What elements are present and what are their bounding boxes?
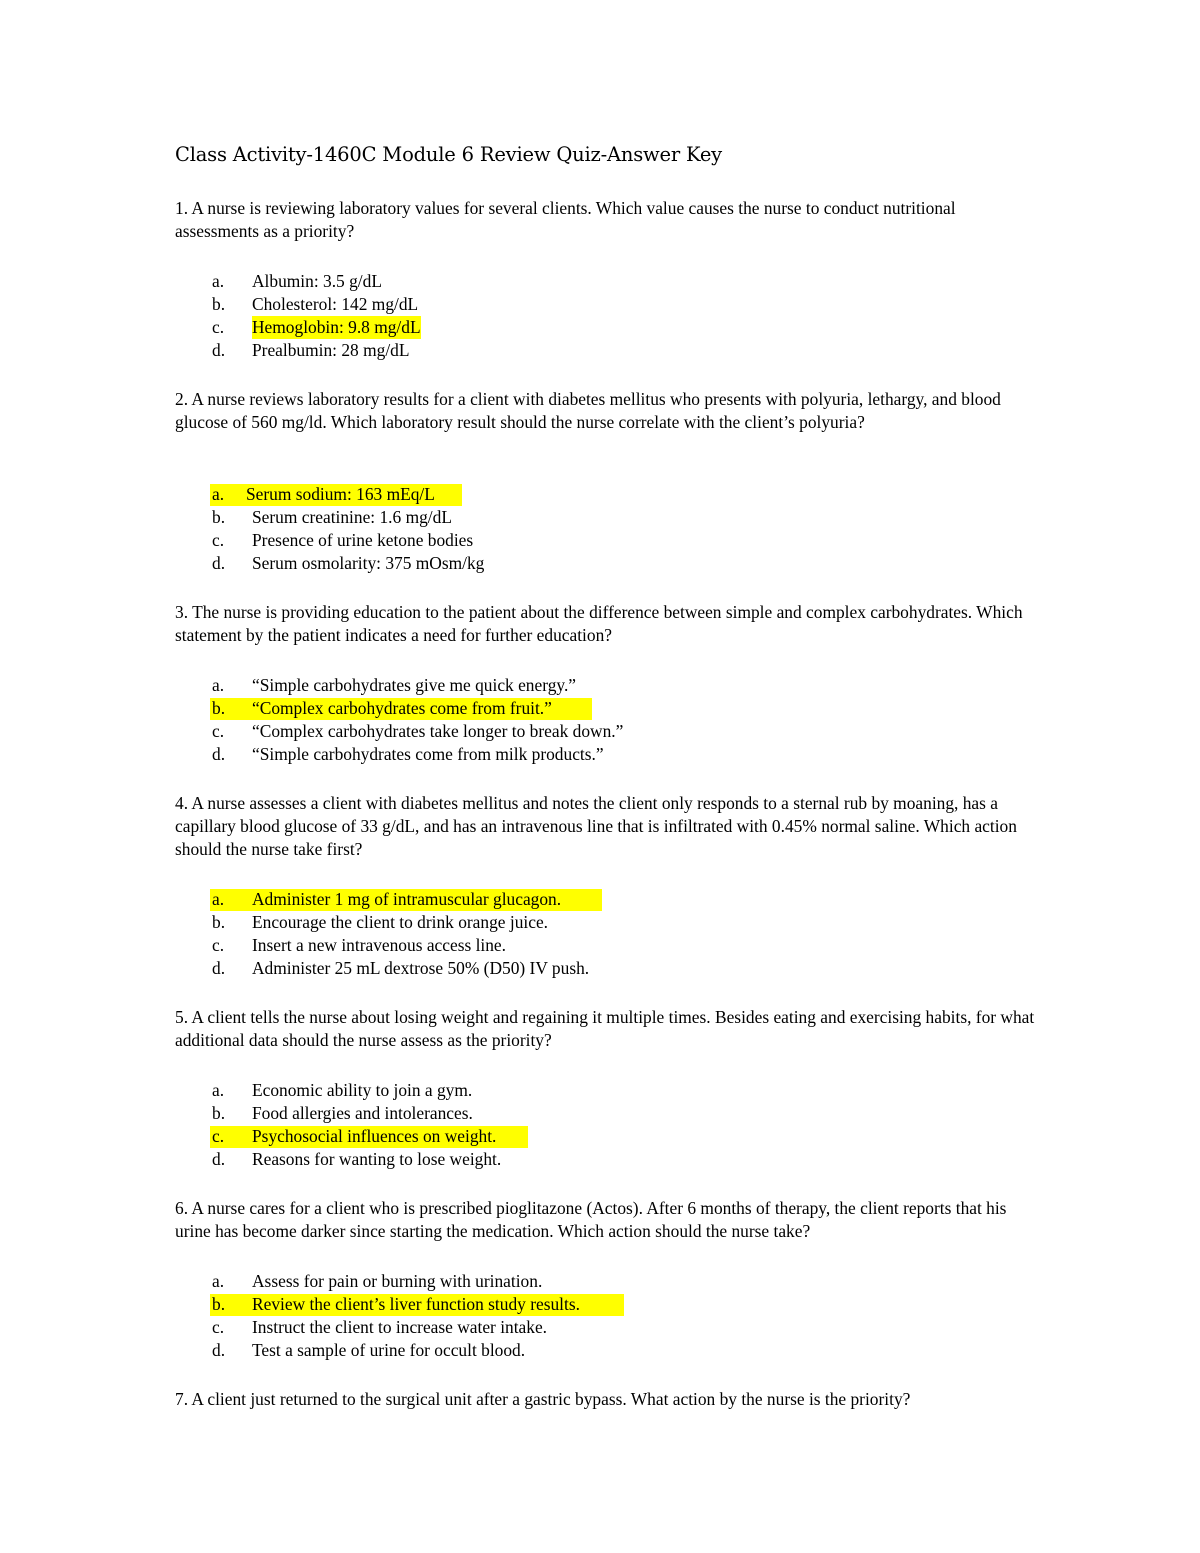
q5-option-b-text: Food allergies and intolerances. <box>252 1103 473 1123</box>
q1-option-d-letter: d. <box>212 340 226 360</box>
q6-option-b-letter: b. <box>212 1294 226 1314</box>
q4-option-a-letter: a. <box>212 889 225 909</box>
q2-option-a-letter: a. <box>212 484 225 504</box>
q6-option-d-text: Test a sample of urine for occult blood. <box>252 1340 526 1360</box>
q2-option-b-letter: b. <box>212 507 226 527</box>
q3-option-a-text: “Simple carbohydrates give me quick energy.” <box>252 675 577 695</box>
question-2-stem: 2. A nurse reviews laboratory results for a client with diabetes mellitus who presents with polyuria, lethargy, and blood glucose of 560 mg/ld. Which laboratory result should the nurse correlate with the client’s polyuria? <box>175 389 1001 432</box>
q5-option-a-text: Economic ability to join a gym. <box>252 1080 473 1100</box>
question-4-stem: 4. A nurse assesses a client with diabetes mellitus and notes the client only responds to a sternal rub by moaning, has a capillary blood glucose of 33 g/dL, and has an intravenous line that is infiltrated with 0.45% normal saline. Which action should the nurse take first? <box>175 793 1017 859</box>
q1-option-b-letter: b. <box>212 294 226 314</box>
q6-option-c-letter: c. <box>212 1317 225 1337</box>
question-3-stem: 3. The nurse is providing education to the patient about the difference between simple and complex carbohydrates. Which statement by the patient indicates a need for further education? <box>175 602 1023 645</box>
q2-option-d-text: Serum osmolarity: 375 mOsm/kg <box>252 553 485 573</box>
q2-option-c-letter: c. <box>212 530 225 550</box>
q1-option-a-text: Albumin: 3.5 g/dL <box>252 271 382 291</box>
question-7-stem: 7. A client just returned to the surgical unit after a gastric bypass. What action by the nurse is the priority? <box>175 1389 911 1409</box>
q1-option-a-letter: a. <box>212 271 225 291</box>
q1-option-c-letter: c. <box>212 317 225 337</box>
q2-option-a-text-answer: Serum sodium: 163 mEq/L <box>246 484 435 504</box>
q4-option-d-text: Administer 25 mL dextrose 50% (D50) IV push. <box>252 958 590 978</box>
q4-option-b-text: Encourage the client to drink orange juice. <box>252 912 549 932</box>
q3-option-c-text: “Complex carbohydrates take longer to break down.” <box>252 721 624 741</box>
q2-option-d-letter: d. <box>212 553 226 573</box>
q1-option-b-text: Cholesterol: 142 mg/dL <box>252 294 419 314</box>
q4-option-c-letter: c. <box>212 935 225 955</box>
q5-option-c-text-answer: Psychosocial influences on weight. <box>252 1126 497 1146</box>
q5-option-b-letter: b. <box>212 1103 226 1123</box>
q5-option-d-letter: d. <box>212 1149 226 1169</box>
q3-option-b-text-answer: “Complex carbohydrates come from fruit.” <box>252 698 552 718</box>
q6-option-b-text-answer: Review the client’s liver function study results. <box>252 1294 580 1314</box>
q6-option-a-letter: a. <box>212 1271 225 1291</box>
q6-option-d-letter: d. <box>212 1340 226 1360</box>
q3-option-d-letter: d. <box>212 744 226 764</box>
q4-option-c-text: Insert a new intravenous access line. <box>252 935 506 955</box>
q1-option-c-text-answer: Hemoglobin: 9.8 mg/dL <box>252 317 421 337</box>
question-6-stem: 6. A nurse cares for a client who is prescribed pioglitazone (Actos). After 6 months of therapy, the client reports that his urine has become darker since starting the medication. Which action should the nurse take? <box>175 1198 1007 1241</box>
q6-option-c-text: Instruct the client to increase water intake. <box>252 1317 548 1337</box>
q1-option-d-text: Prealbumin: 28 mg/dL <box>252 340 410 360</box>
q4-option-d-letter: d. <box>212 958 226 978</box>
q3-option-a-letter: a. <box>212 675 225 695</box>
q4-option-a-text-answer: Administer 1 mg of intramuscular glucagon. <box>252 889 562 909</box>
q5-option-a-letter: a. <box>212 1080 225 1100</box>
page-title: Class Activity-1460C Module 6 Review Quiz-Answer Key <box>175 143 722 166</box>
q3-option-c-letter: c. <box>212 721 225 741</box>
q3-option-b-letter: b. <box>212 698 226 718</box>
question-5-stem: 5. A client tells the nurse about losing weight and regaining it multiple times. Besides eating and exercising habits, for what additional data should the nurse assess as the priority? <box>175 1007 1035 1050</box>
question-1-stem: 1. A nurse is reviewing laboratory values for several clients. Which value causes the nurse to conduct nutritional assessments as a priority? <box>175 198 956 241</box>
q3-option-d-text: “Simple carbohydrates come from milk products.” <box>252 744 604 764</box>
q4-option-b-letter: b. <box>212 912 226 932</box>
q5-option-c-letter: c. <box>212 1126 225 1146</box>
q6-option-a-text: Assess for pain or burning with urination. <box>252 1271 543 1291</box>
q2-option-c-text: Presence of urine ketone bodies <box>252 530 474 550</box>
q2-option-b-text: Serum creatinine: 1.6 mg/dL <box>252 507 452 527</box>
q5-option-d-text: Reasons for wanting to lose weight. <box>252 1149 502 1169</box>
